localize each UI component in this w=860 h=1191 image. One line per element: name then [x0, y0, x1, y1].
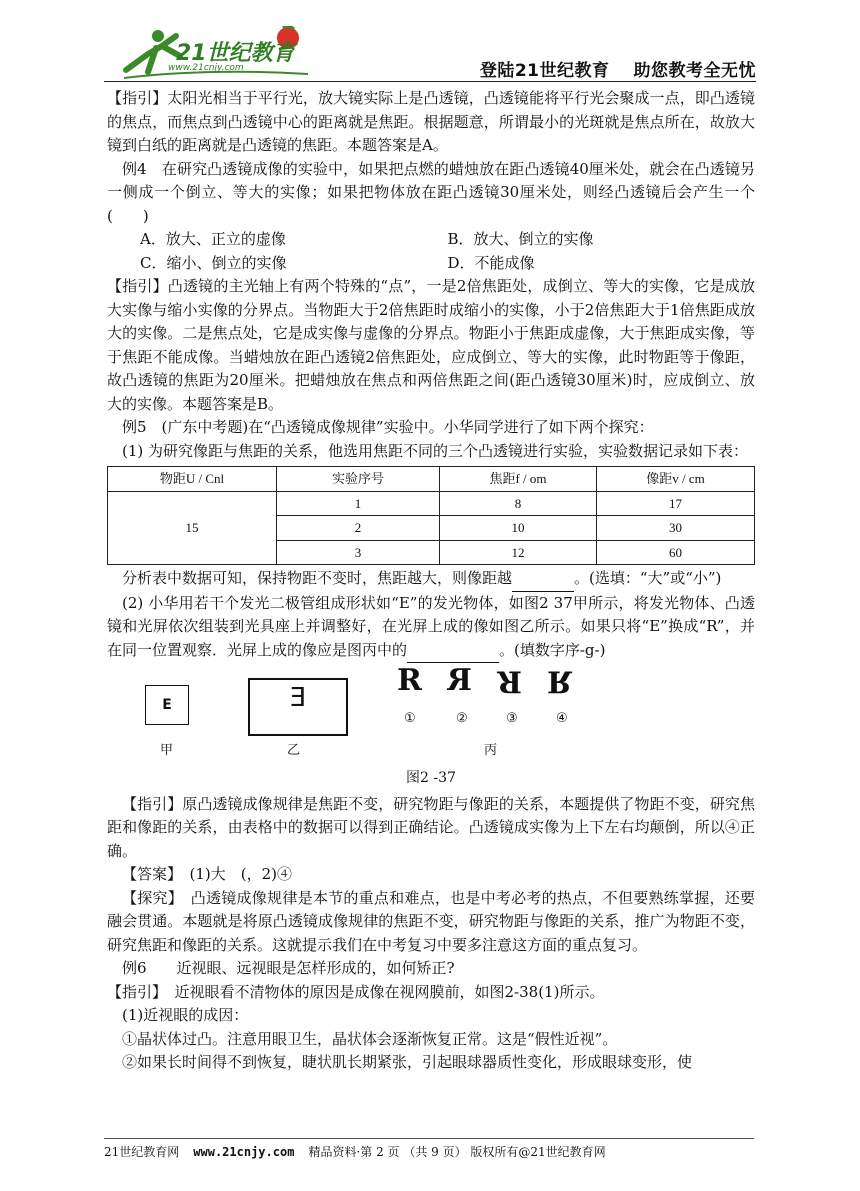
table-row [108, 491, 755, 516]
option-a: A．放大、正立的虚像 [140, 230, 286, 248]
header-rule [104, 81, 756, 82]
analysis-text: 分析表中数据可知，保持物距不变时，焦距越大，则像距越 [122, 569, 513, 587]
option-d: D．不能成像 [447, 253, 535, 272]
example-5-part1: (1) 为研究像距与焦距的关系，他选用焦距不同的三个凸透镜进行实验，实验数据记录如下表： [122, 441, 749, 460]
paragraph-explore: 【探究】 凸透镜成像规律是本节的重点和难点，也是中考必考的热点，不但要熟练掌握，还要融会贯通。本题就是将原凸透镜成像规律的焦距不变，研究物距与像距的关系，推广为物距不变，研究焦距和像距的关系。这就提示我们在中考复习中要多注意这方面的重点复习。 [107, 888, 755, 954]
answer-blank-1 [512, 567, 574, 592]
table-cell: 60 [597, 540, 755, 565]
figure-label-yi: 乙 [287, 743, 301, 758]
table-cell: 2 [277, 516, 440, 541]
page-footer [104, 1143, 606, 1160]
table-header-cell: 物距U / Cnl [108, 467, 277, 492]
example-5-intro: 例5 (广东中考题)在“凸透镜成像规律”实验中。小华同学进行了如下两个探究： [122, 418, 654, 436]
paragraph-myopia-cause: (1)近视眼的成因： [122, 1006, 249, 1024]
logo-url: www.21cnjy.com [168, 63, 244, 73]
table-header-row [108, 467, 755, 492]
footer-url: www.21cnjy.com [193, 1145, 295, 1159]
table-cell: 12 [440, 540, 597, 565]
figure-r-3: R [497, 663, 522, 699]
footer-right: 精品资料·第 2 页 （共 9 页） 版权所有@21世纪教育网 [308, 1145, 606, 1159]
paragraph-cause-2: ②如果长时间得不到恢复，睫状肌长期紧张，引起眼球器质性变化，形成眼球变形，使 [122, 1053, 693, 1071]
table-header-cell: 实验序号 [277, 467, 440, 492]
paragraph-cause-1: ①晶状体过凸。注意用眼卫生，晶状体会逐渐恢复正常。这是“假性近视”。 [122, 1029, 618, 1048]
table-header-cell: 像距v / cm [597, 467, 755, 492]
example-5-part2 [107, 592, 755, 664]
logo [118, 26, 318, 82]
footer-left: 21世纪教育网 [104, 1145, 180, 1159]
figure-2-37 [107, 663, 755, 763]
paragraph-answer: 【答案】 (1)大 (，2)④ [122, 865, 292, 883]
paragraph-guide-1: 【指引】太阳光相当于平行光，放大镜实际上是凸透镜，凸透镜能将平行光会聚成一点，即凸透镜的焦点，而焦点到凸透镜中心的距离就是焦距。根据题意，所谓最小的光斑就是焦点所在，故放大镜到白纸的距离就是凸透镜的焦距。本题答案是A。 [107, 89, 755, 154]
part2-text: (2) 小华用若干个发光二极管组成形状如“E”的发光物体，如图2 37甲所示，将发光物体、凸透镜和光屏依次组装到光具座上并调整好，在光屏上成的像如图乙所示。如果只将“E”换成“R”，并在同一位置观察．光屏上成的像应是图丙中的 [107, 593, 755, 659]
slogan-part2: 助您教考全无忧 [633, 61, 756, 81]
figure-r-4: R [547, 663, 572, 699]
table-cell: 3 [277, 540, 440, 565]
logo-text: 21世纪教育 [176, 41, 295, 66]
footer-rule [104, 1138, 754, 1139]
header-slogan [480, 56, 756, 81]
figure-caption: 图2 -37 [406, 770, 456, 786]
figure-num-2: ② [456, 711, 468, 726]
paragraph-guide-4: 【指引】 近视眼看不清物体的原因是成像在视网膜前，如图2-38(1)所示。 [107, 982, 605, 1001]
example-5-analysis [107, 567, 755, 592]
example-6-question: 例6 近视眼、远视眼是怎样形成的，如何矫正? [122, 959, 455, 977]
option-c: C．缩小、倒立的实像 [140, 253, 287, 272]
answer-blank-2 [407, 639, 499, 664]
part2-text-end: 。(填数字序-g-) [499, 640, 606, 659]
example-4-options-row1 [107, 228, 755, 252]
figure-label-bing: 丙 [484, 743, 498, 758]
table-cell: 1 [277, 491, 440, 516]
slogan-part1: 登陆21世纪教育 [479, 61, 610, 81]
figure-label-jia: 甲 [160, 743, 174, 758]
figure-yi-letter: E [289, 683, 307, 713]
figure-r-2: R [447, 663, 472, 698]
table-header-cell: 焦距f / om [440, 467, 597, 492]
figure-num-4: ④ [556, 711, 568, 726]
table-cell: 17 [597, 491, 755, 516]
table-cell: 10 [440, 516, 597, 541]
page-header [0, 0, 860, 84]
paragraph-guide-3: 【指引】原凸透镜成像规律是焦距不变，研究物距与像距的关系，本题提供了物距不变，研究焦距和像距的关系，由表格中的数据可以得到正确结论。凸透镜成实像为上下左右均颠倒，所以④正确。 [107, 794, 755, 860]
table-cell-object-distance: 15 [108, 491, 277, 565]
analysis-text-end: 。(选填：“大”或“小”) [574, 569, 722, 587]
example-4-question: 例4 在研究凸透镜成像的实验中，如果把点燃的蜡烛放在距凸透镜40厘米处，就会在凸透镜另一侧成一个倒立、等大的实像；如果把物体放在距凸透镜30厘米处，则经凸透镜后会产生一个( ) [107, 159, 755, 225]
option-b: B．放大、倒立的实像 [447, 230, 594, 248]
example-4-options-row2 [107, 252, 755, 276]
paragraph-guide-2: 【指引】凸透镜的主光轴上有两个特殊的“点”，一是2倍焦距处，成倒立、等大的实像，它是成放大实像与缩小实像的分界点。当物距大于2倍焦距时成缩小的实像，小于2倍焦距大于1倍焦距成放大的实像。二是焦点处，它是成实像与虚像的分界点。物距小于焦距成虚像，大于焦距成实像，等于焦距不能成像。当蜡烛放在距凸透镜2倍焦距处，应成倒立、等大的实像，此时物距等于像距，故凸透镜的焦距为20厘米。把蜡烛放在焦点和两倍焦距之间(距凸透镜30厘米)时，应成倒立、放大的实像。本题答案是B。 [107, 277, 755, 413]
page-content [107, 87, 755, 1075]
data-table [107, 466, 755, 565]
figure-num-1: ① [404, 711, 416, 726]
figure-jia-letter: E [162, 697, 172, 713]
figure-num-3: ③ [506, 711, 518, 726]
table-cell: 8 [440, 491, 597, 516]
figure-r-1: R [397, 663, 422, 698]
table-cell: 30 [597, 516, 755, 541]
